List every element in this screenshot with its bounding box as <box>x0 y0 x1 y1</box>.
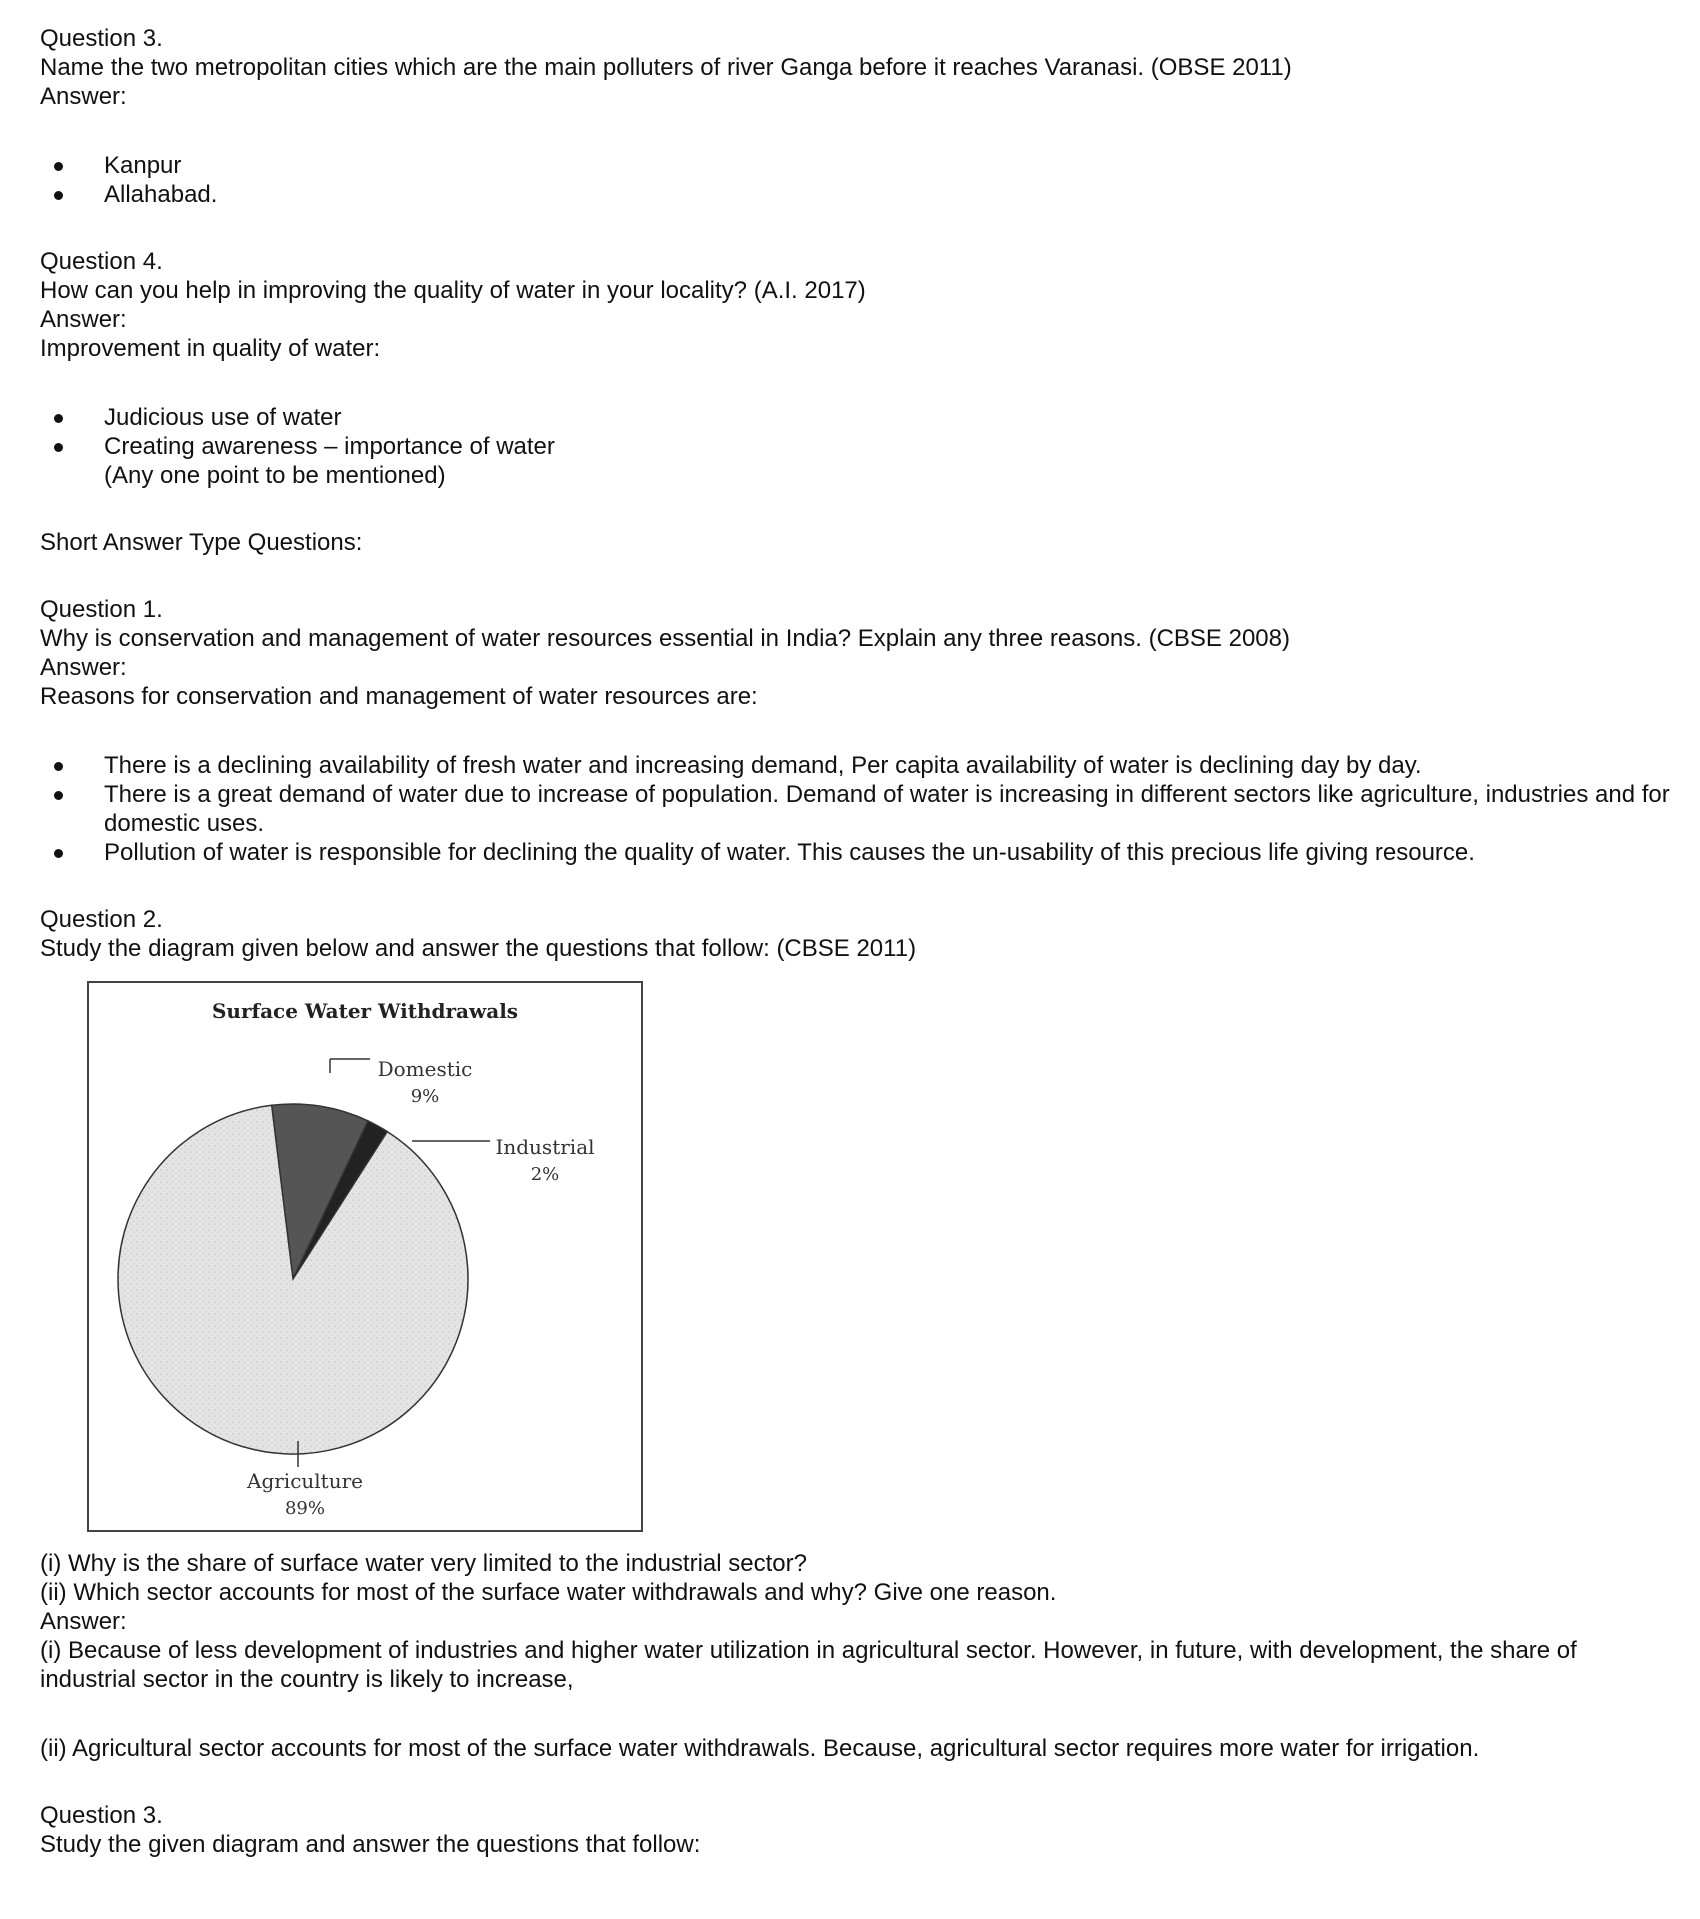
answer-text: (ii) Agricultural sector accounts for most of the surface water withdrawals. Because, agricultural sector requires more water for irrigation. <box>40 1735 1480 1762</box>
sub-question: (ii) Which sector accounts for most of the surface water withdrawals and why? Give one reason. <box>40 1579 1057 1606</box>
answer-intro: Improvement in quality of water: <box>40 335 381 362</box>
answer-list <box>40 751 1670 867</box>
answer-label: Answer: <box>40 83 127 110</box>
question-text: Why is conservation and management of water resources essential in India? Explain any three reasons. (CBSE 2008) <box>40 625 1290 652</box>
question-heading: Question 1. <box>40 596 163 623</box>
answer-text: (i) Because of less development of industries and higher water utilization in agricultural sector. However, in future, with development, the share of industrial sector in the country is likely to increase, <box>40 1637 1584 1693</box>
sub-question: (i) Why is the share of surface water very limited to the industrial sector? <box>40 1550 807 1577</box>
document-page <box>40 24 1670 1859</box>
slice-label-industrial: Industrial <box>495 1135 595 1159</box>
answer-list <box>40 151 1670 209</box>
answer-label: Answer: <box>40 306 127 333</box>
list-item: There is a great demand of water due to increase of population. Demand of water is increasing in different sectors like agriculture, industries and for domestic uses. <box>40 780 1670 838</box>
answer-label: Answer: <box>40 1608 127 1635</box>
answer-note: (Any one point to be mentioned) <box>104 462 446 489</box>
slice-value-agriculture: 89% <box>284 1498 326 1519</box>
slice-label-domestic: Domestic <box>377 1057 473 1081</box>
question-heading: Question 3. <box>40 1802 163 1829</box>
section-title: Short Answer Type Questions: <box>40 529 363 556</box>
slice-label-agriculture: Agriculture <box>247 1469 363 1493</box>
list-item: Allahabad. <box>40 180 1670 209</box>
question-text: How can you help in improving the quality of water in your locality? (A.I. 2017) <box>40 277 866 304</box>
pie-chart-figure <box>40 971 690 1541</box>
list-item: Judicious use of water <box>40 403 1670 432</box>
slice-value-industrial: 2% <box>530 1164 560 1185</box>
question-heading: Question 3. <box>40 25 163 52</box>
answer-label: Answer: <box>40 654 127 681</box>
question-heading: Question 4. <box>40 248 163 275</box>
question-text: Name the two metropolitan cities which are the main polluters of river Ganga before it reaches Varanasi. (OBSE 2011) <box>40 54 1292 81</box>
answer-intro: Reasons for conservation and management of water resources are: <box>40 683 758 710</box>
list-item: Kanpur <box>40 151 1670 180</box>
list-item-text: Creating awareness – importance of water <box>104 433 555 460</box>
question-text: Study the given diagram and answer the questions that follow: <box>40 1831 701 1858</box>
question-text: Study the diagram given below and answer the questions that follow: (CBSE 2011) <box>40 935 917 962</box>
pie-chart <box>40 971 690 1541</box>
list-item: Pollution of water is responsible for declining the quality of water. This causes the un-usability of this precious life giving resource. <box>40 838 1670 867</box>
list-item: There is a declining availability of fresh water and increasing demand, Per capita availability of water is declining day by day. <box>40 751 1670 780</box>
slice-value-domestic: 9% <box>410 1086 440 1107</box>
question-heading: Question 2. <box>40 906 163 933</box>
list-item <box>40 432 1670 490</box>
chart-title: Surface Water Withdrawals <box>211 999 519 1023</box>
answer-list <box>40 403 1670 490</box>
